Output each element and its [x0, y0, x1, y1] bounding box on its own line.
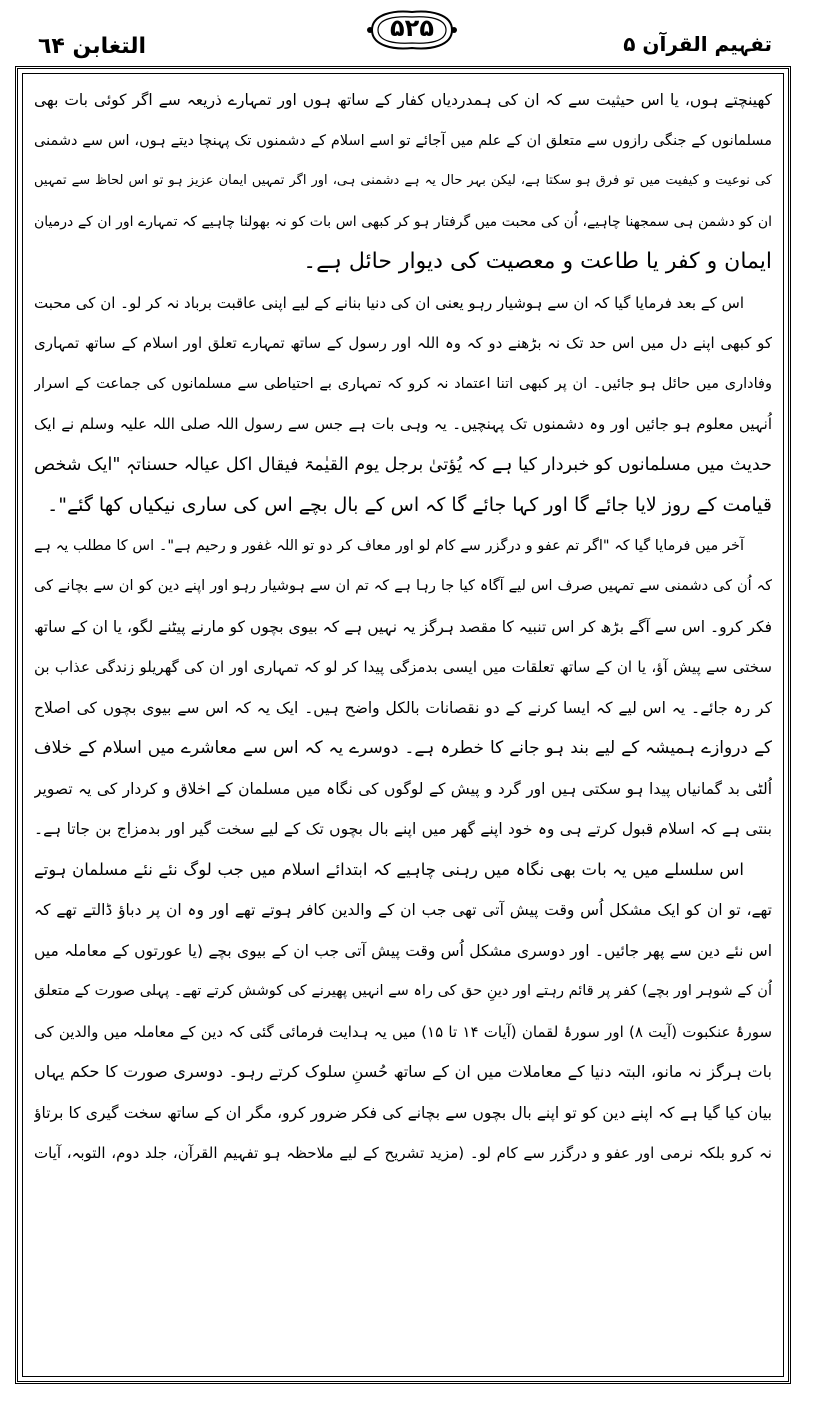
text-line: اس نئے دین سے پھر جائیں۔ اور دوسری مشکل اُس وقت پیش آتی جب ان کے بیوی بچے (یا عورتوں کے معاملہ میں [34, 941, 772, 960]
text-line: قیامت کے روز لایا جائے گا اور کہا جائے گا کہ اس کے بال بچے اس کی ساری نیکیاں کھا گئے"۔ [47, 494, 772, 516]
page-number-ornament [364, 6, 460, 54]
text-line: تھے، تو ان کو ایک مشکل اُس وقت پیش آتی تھی جب ان کے والدین کافر ہوتے تھے اور وہ ان پر دباؤ ڈالتے تھے کہ [34, 901, 772, 919]
text-line: ایمان و کفر یا طاعت و معصیت کی دیوار حائل ہے۔ [303, 249, 772, 274]
text-line: ان کو دشمن ہی سمجھنا چاہیے، اُن کی محبت میں گرفتار ہو کر کبھی اس بات کو نہ بھولنا چاہیے کہ تمہارے اور ان کے درمیان [34, 213, 772, 230]
text-line: اُنہیں معلوم ہو جائیں اور وہ دشمنوں تک پہنچیں۔ یہ وہی بات ہے جس سے رسول اللہ صلی اللہ علیہ وسلم نے ایک [34, 415, 772, 433]
text-line: اُلٹی بد گمانیاں پیدا ہو سکتی ہیں اور گرد و پیش کے لوگوں کی نگاہ میں مسلمان کے اخلاق و کردار کی یہ تصویر [34, 779, 772, 798]
text-line: کہ اُن کی دشمنی سے تمہیں صرف اس لیے آگاہ کیا جا رہا ہے کہ تم ان سے ہوشیار رہو اور اپنے دین کو ان سے بچانے کی [34, 578, 772, 594]
text-line: سختی سے پیش آؤ، یا ان کے ساتھ تعلقات میں ایسی بدمزگی پیدا کر لو کہ تمہاری اور ان کی گھریلو زندگی عذاب بن [34, 658, 772, 676]
text-line: کے دروازے ہمیشہ کے لیے بند ہو جانے کا خطرہ ہے۔ دوسرے یہ کہ اس سے معاشرے میں اسلام کے خلاف [34, 738, 772, 758]
text-line: سورۂ عنکبوت (آیت ۸) اور سورۂ لقمان (آیات ۱۴ تا ۱۵) میں یہ ہدایت فرمائی گئی کہ دین کے معاملہ میں والدین کی [34, 1022, 772, 1041]
text-line: اُن کے شوہر اور بچے) کفر پر قائم رہتے اور دینِ حق کی راہ سے انہیں پھیرنے کی کوشش کرتے تھے۔ پہلی صورت کے متعلق [34, 983, 772, 999]
text-line: بنتی ہے کہ اسلام قبول کرتے ہی وہ خود اپنے گھر میں اپنے بال بچوں تک کے لیے سخت گیر اور بدمزاج بن جاتا ہے۔ [34, 820, 772, 838]
page-header [0, 0, 816, 70]
text-line: فکر کرو۔ اس سے آگے بڑھ کر اس تنبیہ کا مقصد ہرگز یہ نہیں ہے کہ بیوی بچوں کو مارنے پیٹنے لگو، یا ان کے ساتھ [34, 617, 772, 636]
text-line: کو کبھی اپنے دل میں اس حد تک نہ بڑھنے دو کہ وہ اللہ اور رسول کے ساتھ تمہارے تعلق اور اسلام کے ساتھ تمہاری [34, 334, 772, 352]
page-number: ۵۲۵ [390, 14, 434, 42]
book-title: تفہیم القرآن ۵ [623, 32, 772, 56]
text-line: بات ہرگز نہ مانو، البتہ دنیا کے معاملات میں ان کے ساتھ حُسنِ سلوک کرتے رہو۔ دوسری صورت کا حکم یہاں [34, 1062, 772, 1081]
text-line: آخر میں فرمایا گیا کہ "اگر تم عفو و درگزر سے کام لو اور معاف کر دو تو اللہ غفور و رحیم ہے"۔ اس کا مطلب یہ ہے [34, 537, 744, 554]
text-line: بیان کیا گیا ہے کہ اپنے دین کو تو اپنے بال بچوں سے بچانے کی فکر ضرور کرو، مگر ان کے ساتھ سخت گیری کا برتاؤ [34, 1103, 772, 1122]
text-line: کی نوعیت و کیفیت میں تو فرق ہو سکتا ہے، لیکن بہر حال یہ ہے دشمنی ہی، اور اگر تمہیں ایمان عزیز ہو تو اس لحاظ سے تمہیں [34, 173, 772, 188]
text-line: مسلمانوں کے جنگی رازوں سے متعلق ان کے علم میں آجائے تو اسے اسلام کے دشمنوں تک پہنچا دیتے ہوں، اس سے دشمنی [34, 132, 772, 149]
surah-title: التغابن ٦۴ [38, 34, 147, 59]
text-line: نہ کرو بلکہ نرمی اور عفو و درگزر سے کام لو۔ (مزید تشریح کے لیے ملاحظہ ہو تفہیم القرآن، جلد دوم، التوبہ، آیات [34, 1144, 772, 1162]
text-line: حدیث میں مسلمانوں کو خبردار کیا ہے کہ یُؤتیٰ برجل یوم القیٰمۃ فیقال اکل عیالہ حسناتہٖ "ایک شخص [34, 454, 772, 475]
text-line: کھینچتے ہوں، یا اس حیثیت سے کہ ان کی ہمدردیاں کفار کے ساتھ ہوں اور تمہارے ذریعہ سے اگر کوئی بات بھی [34, 91, 772, 109]
text-line: کر رہ جائے۔ یہ اس لیے کہ ایسا کرنے کے دو نقصانات بالکل واضح ہیں۔ ایک یہ کہ اس سے بیوی بچوں کی اصلاح [34, 698, 772, 717]
text-line: وفاداری میں حائل ہو جائیں۔ ان پر کبھی اتنا اعتماد نہ کرو کہ تمہاری بے احتیاطی سے مسلمانوں کی جماعت کے اسرار [34, 375, 772, 392]
body-text [34, 80, 772, 1174]
text-line: اس سلسلے میں یہ بات بھی نگاہ میں رہنی چاہیے کہ ابتدائے اسلام میں جب لوگ نئے نئے مسلمان ہوتے [34, 859, 744, 879]
text-line: اس کے بعد فرمایا گیا کہ ان سے ہوشیار رہو یعنی ان کی دنیا بنانے کے لیے اپنی عاقبت برباد نہ کر لو۔ ان کی محبت [34, 293, 744, 312]
